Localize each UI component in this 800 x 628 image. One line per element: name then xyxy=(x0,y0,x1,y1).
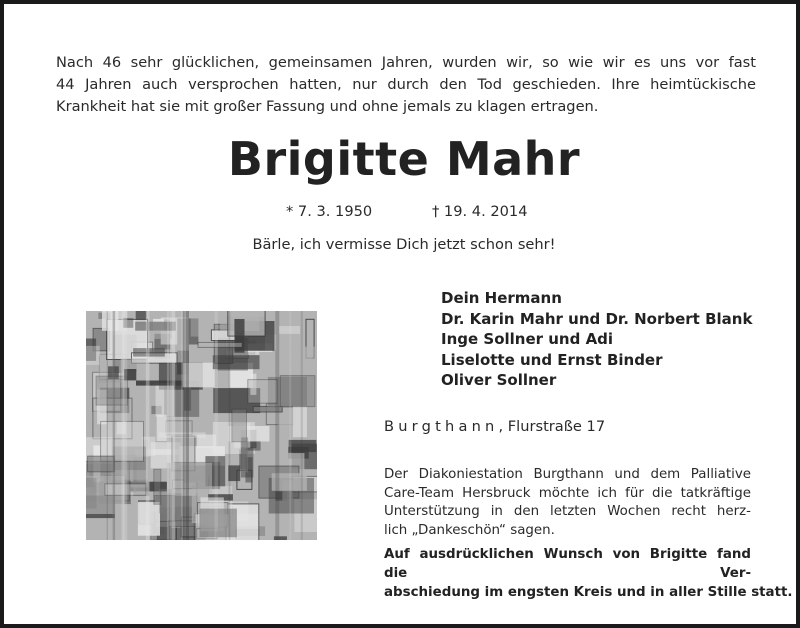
address-street: , Flurstraße 17 xyxy=(498,418,606,435)
mourner-name: Oliver Sollner xyxy=(441,371,557,389)
birth-date: * 7. 3. 1950 xyxy=(286,203,373,220)
mourners-list xyxy=(441,288,752,391)
abstract-painting-image xyxy=(86,311,317,540)
mourner-name: Inge Sollner und Adi xyxy=(441,330,614,348)
intro-line-2: 44 Jahren auch versprochen hatten, nur durch den Tod geschieden. Ihre heimtückische xyxy=(56,76,756,93)
thanks-line-1: Der Diakoniestation Burgthann und dem Palliative xyxy=(384,467,751,482)
mourner-name: Dein Hermann xyxy=(441,289,562,307)
personal-quote: Bärle, ich vermisse Dich jetzt schon sehr! xyxy=(252,236,556,253)
intro-line-3: Krankheit hat sie mit großer Fassung und ohne jemals zu klagen ertragen. xyxy=(56,98,599,115)
address-place: Burgthann xyxy=(384,418,499,435)
farewell-text xyxy=(384,545,793,602)
death-date: † 19. 4. 2014 xyxy=(432,203,528,220)
thanks-line-2: Care-Team Hersbruck möchte ich für die tatkräftige xyxy=(384,485,751,501)
painting-graphic xyxy=(86,311,317,540)
thanks-line-3: Unterstützung in den letzten Wochen recht herz- xyxy=(384,504,751,519)
thanks-text xyxy=(384,466,751,540)
deceased-name: Brigitte Mahr xyxy=(227,132,581,186)
address xyxy=(384,418,605,435)
farewell-line-1: Auf ausdrücklichen Wunsch von Brigitte fand die Ver- xyxy=(384,547,751,581)
mourner-name: Liselotte und Ernst Binder xyxy=(441,350,663,369)
intro-line-1: Nach 46 sehr glücklichen, gemeinsamen Jahren, wurden wir, so wie wir es uns vor fast xyxy=(56,54,756,71)
intro-text xyxy=(56,52,756,118)
farewell-line-2: abschiedung im engsten Kreis und in aller Stille statt. xyxy=(384,585,793,600)
mourner-name: Dr. Karin Mahr und Dr. Norbert Blank xyxy=(441,309,753,328)
thanks-line-4: lich „Dankeschön“ sagen. xyxy=(384,522,555,538)
